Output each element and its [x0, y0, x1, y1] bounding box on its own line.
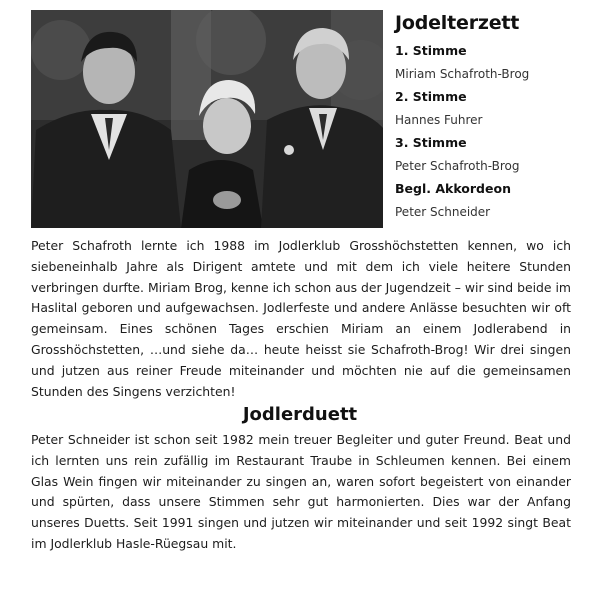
member-name: Hannes Fuhrer	[395, 113, 483, 127]
member-role: 3. Stimme	[395, 135, 467, 150]
member-role: 1. Stimme	[395, 43, 467, 58]
terzett-credits	[395, 12, 595, 228]
group-photo-illustration	[31, 10, 383, 228]
member-role: Begl. Akkordeon	[395, 181, 511, 196]
group-photo	[31, 10, 383, 228]
duett-title: Jodlerduett	[242, 404, 358, 425]
member-name: Peter Schneider	[395, 205, 491, 219]
terzett-paragraph: Peter Schafroth lernte ich 1988 im Jodlerklub Grosshöchstetten kennen, wo ich siebeneinhalb Jahre als Dirigent amtete und mit dem ich viele heitere Stunden verbringen durfte. Miriam Brog, kenne ich schon aus der Jugendzeit – wir sind beide im Haslital geboren und aufgewachsen. Jodlerfeste und andere Anlässe besuchten wir oft gemeinsam. Eines schönen Tages erschien Miriam an einem Jodlerabend in Grosshöchstetten, …und siehe da… heute heisst sie Schafroth-Brog! Wir drei singen und jutzen aus reiner Freude miteinander und möchten nie auf die gemeinsamen Stunden des Singens verzichten!	[31, 238, 571, 399]
terzett-title: Jodelterzett	[395, 12, 520, 34]
member-name: Peter Schafroth-Brog	[395, 159, 520, 173]
duett-paragraph: Peter Schneider ist schon seit 1982 mein treuer Begleiter und guter Freund. Beat und ich lernten uns rein zufällig im Restaurant Traube in Schleumen kennen. Bei einem Glas Wein fingen wir miteinander zu singen an, waren sofort begeistert von einander und spürten, dass unsere Stimmen sehr gut harmonierten. Dies war der Anfang unseres Duetts. Seit 1991 singen und jutzen wir miteinander und seit 1992 singt Beat im Jodlerklub Hasle-Rüegsau mit.	[31, 432, 571, 551]
member-role: 2. Stimme	[395, 89, 467, 104]
member-name: Miriam Schafroth-Brog	[395, 67, 530, 81]
